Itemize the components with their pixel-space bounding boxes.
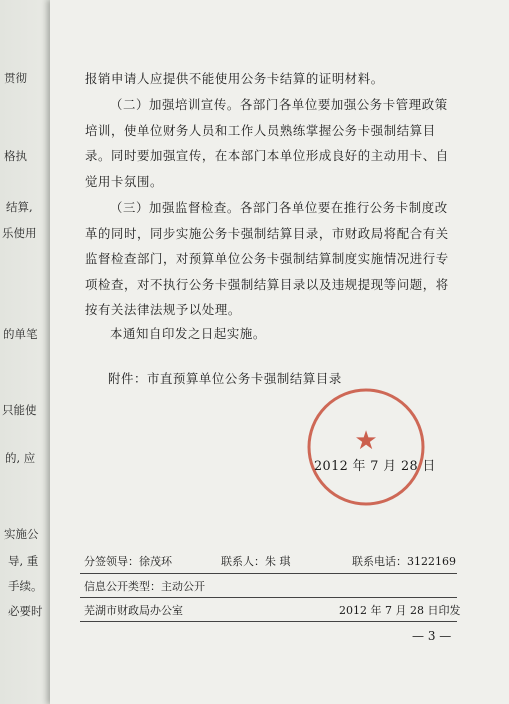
signing-date: 2012 年 7 月 28 日 [314, 459, 436, 474]
sliver-text: 的, 应 [5, 451, 36, 465]
contact-label: 联系人： [221, 555, 265, 568]
phone-label: 联系电话： [352, 555, 407, 568]
disclosure-value: 主动公开 [161, 580, 205, 593]
paragraph-claim-proof: 报销申请人应提供不能使用公务卡结算的证明材料。 [85, 71, 384, 86]
sliver-text: 结算, [6, 200, 33, 214]
sliver-text: 实施公 [4, 527, 39, 541]
page-number: — 3 — [412, 629, 452, 643]
footer-leader [84, 553, 172, 569]
leader-name: 徐茂环 [139, 555, 172, 568]
footer-print-date: 2012 年 7 月 28 日印发 [339, 604, 461, 617]
previous-page-edge [0, 0, 50, 704]
footer-phone [352, 553, 456, 569]
paragraph-supervision: （三）加强监督检查。各部门各单位要在推行公务卡制度改革的同时，同步实施公务卡强制结算目录，市财政局将配合有关监督检查部门，对预算单位公务卡强制结算制度实施情况进行专项检查，对不执行公务卡强制结算目录以及违规提现等问题，将按有关法律法规予以处理。 [85, 200, 449, 318]
sliver-text: 只能使 [2, 403, 37, 417]
attachment-line: 附件：市直预算单位公务卡强制结算目录 [108, 371, 342, 386]
divider [80, 621, 457, 622]
sliver-text: 导, 重 [8, 554, 39, 568]
sliver-text: 贯彻 [4, 71, 27, 85]
footer-office: 芜湖市财政局办公室 [84, 604, 183, 617]
sliver-text: 乐使用 [2, 226, 37, 240]
divider [80, 597, 457, 598]
paragraph-effective-date: 本通知自印发之日起实施。 [110, 326, 266, 341]
contact-name: 朱 琪 [265, 555, 291, 568]
sliver-text: 手续。 [8, 579, 43, 593]
official-seal-icon [306, 387, 426, 507]
phone-number: 3122169 [407, 555, 456, 568]
footer-disclosure [84, 578, 205, 594]
sliver-text: 格执 [4, 149, 27, 163]
divider [80, 573, 457, 574]
footer-contact [221, 553, 291, 569]
sliver-text: 的单笔 [3, 327, 38, 341]
leader-label: 分签领导： [84, 555, 139, 568]
paragraph-training: （二）加强培训宣传。各部门各单位要加强公务卡管理政策培训，使单位财务人员和工作人员熟练掌握公务卡强制结算目录。同时要加强宣传，在本部门本单位形成良好的主动用卡、自觉用卡氛围。 [85, 97, 449, 189]
svg-text:★: ★ [354, 426, 378, 456]
disclosure-label: 信息公开类型： [84, 580, 161, 593]
sliver-text: 必要时 [8, 604, 43, 618]
